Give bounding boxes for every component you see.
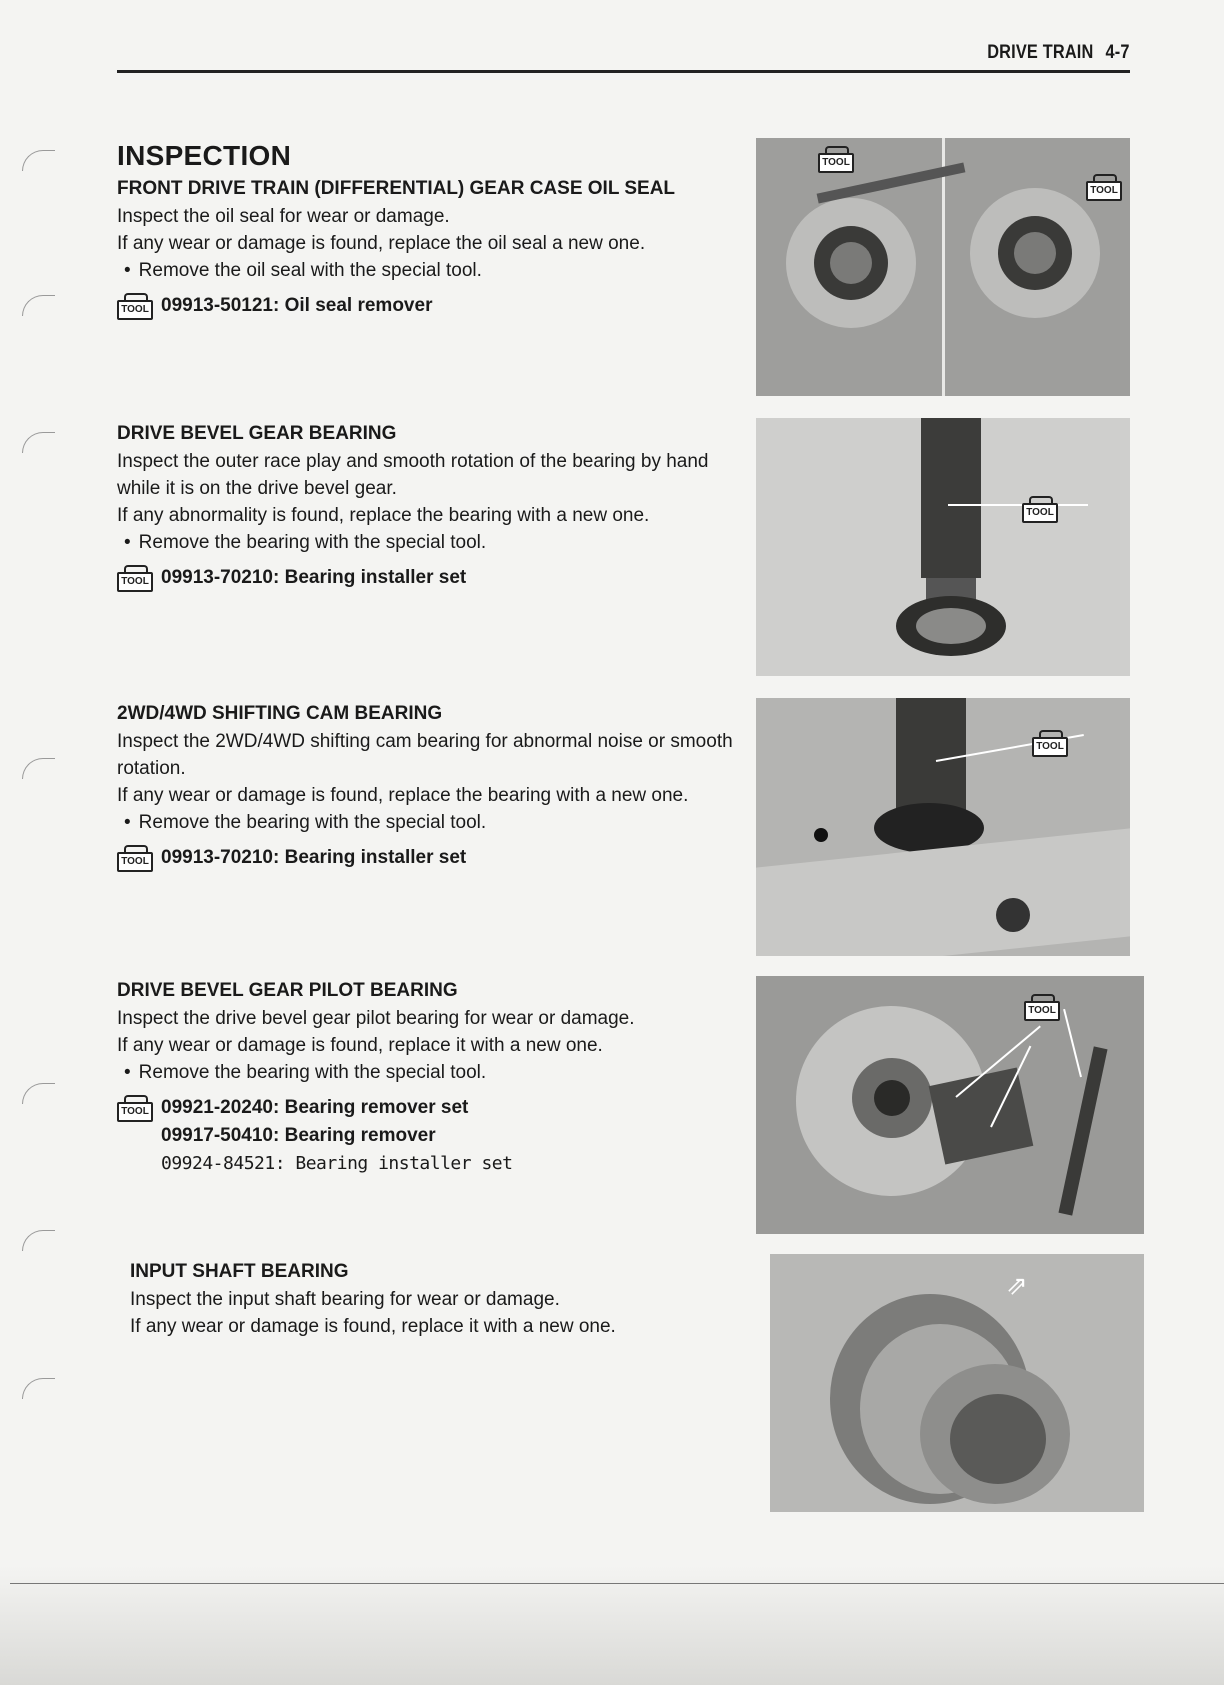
body-text: If any wear or damage is found, replace it with a new one. [117,1035,603,1056]
subsection-heading: DRIVE BEVEL GEAR PILOT BEARING [117,980,458,1001]
binder-hole-mark [22,150,55,171]
photo-shifting-cam-bearing [756,698,1130,956]
body-text: If any abnormality is found, replace the bearing with a new one. [117,505,650,526]
special-tool-line [117,292,737,320]
toolbox-icon: TOOL [1022,496,1058,522]
bullet-item: • Remove the bearing with the special tool. [124,529,737,556]
special-tool-number: 09917-50410: Bearing remover [161,1125,436,1146]
binder-hole-mark [22,758,55,779]
body-text: Inspect the outer race play and smooth rotation of the bearing by hand while it is on the drive bevel gear. [117,451,709,499]
subsection-heading: FRONT DRIVE TRAIN (DIFFERENTIAL) GEAR CASE OIL SEAL [117,178,676,199]
header-section-title: DRIVE TRAIN [987,42,1094,63]
bullet-item: • Remove the oil seal with the special tool. [124,257,737,284]
body-text: Inspect the input shaft bearing for wear or damage. [130,1289,560,1310]
running-header [988,42,1130,64]
toolbox-icon: TOOL [117,1095,153,1121]
bullet-item: • Remove the bearing with the special tool. [124,809,737,836]
bullet-item: • Remove the bearing with the special tool. [124,1059,737,1086]
special-tool-number: 09913-70210: Bearing installer set [161,567,467,588]
photo-oil-seal-removal [756,138,1130,396]
body-text: If any wear or damage is found, replace it with a new one. [130,1316,616,1337]
binder-hole-mark [22,295,55,316]
special-tool-number: 09921-20240: Bearing remover set [161,1097,469,1118]
arrow-icon: ⇗ [1006,1270,1028,1300]
footer-rule [10,1583,1224,1584]
body-text: If any wear or damage is found, replace the bearing with a new one. [117,785,689,806]
toolbox-icon: TOOL [1032,730,1068,756]
special-tool-number: 09913-70210: Bearing installer set [161,847,467,868]
toolbox-icon: TOOL [117,293,153,319]
body-text: Inspect the oil seal for wear or damage. [117,206,450,227]
special-tool-line [117,564,737,592]
section-input-shaft-bearing [130,1259,750,1340]
photo-pilot-bearing [756,976,1144,1234]
binder-hole-mark [22,432,55,453]
subsection-heading: INPUT SHAFT BEARING [130,1261,349,1282]
subsection-heading: 2WD/4WD SHIFTING CAM BEARING [117,703,443,724]
section-heading-inspection: INSPECTION [117,140,292,171]
subsection-heading: DRIVE BEVEL GEAR BEARING [117,423,397,444]
section-drive-bevel-gear-bearing [117,421,737,592]
special-tool-line [117,844,737,872]
binder-hole-mark [22,1230,55,1251]
body-text: Inspect the 2WD/4WD shifting cam bearing for abnormal noise or smooth rotation. [117,731,733,779]
section-oil-seal [117,140,737,320]
toolbox-icon: TOOL [1086,174,1122,200]
special-tool-number: 09913-50121: Oil seal remover [161,295,433,316]
toolbox-icon: TOOL [818,146,854,172]
special-tool-number-handwritten: 09924-84521: Bearing installer set [161,1153,513,1174]
binder-hole-mark [22,1378,55,1399]
photo-input-shaft-bearing [770,1254,1144,1512]
header-page-number: 4-7 [1105,42,1130,63]
binder-hole-mark [22,1083,55,1104]
special-tool-line [117,1094,737,1122]
toolbox-icon: TOOL [117,845,153,871]
body-text: Inspect the drive bevel gear pilot bearing for wear or damage. [117,1008,635,1029]
toolbox-icon: TOOL [117,565,153,591]
section-shifting-cam-bearing [117,701,737,872]
section-pilot-bearing [117,978,737,1178]
body-text: If any wear or damage is found, replace the oil seal a new one. [117,233,646,254]
header-rule [117,70,1130,73]
toolbox-icon: TOOL [1024,994,1060,1020]
photo-drive-bevel-gear-bearing [756,418,1130,676]
